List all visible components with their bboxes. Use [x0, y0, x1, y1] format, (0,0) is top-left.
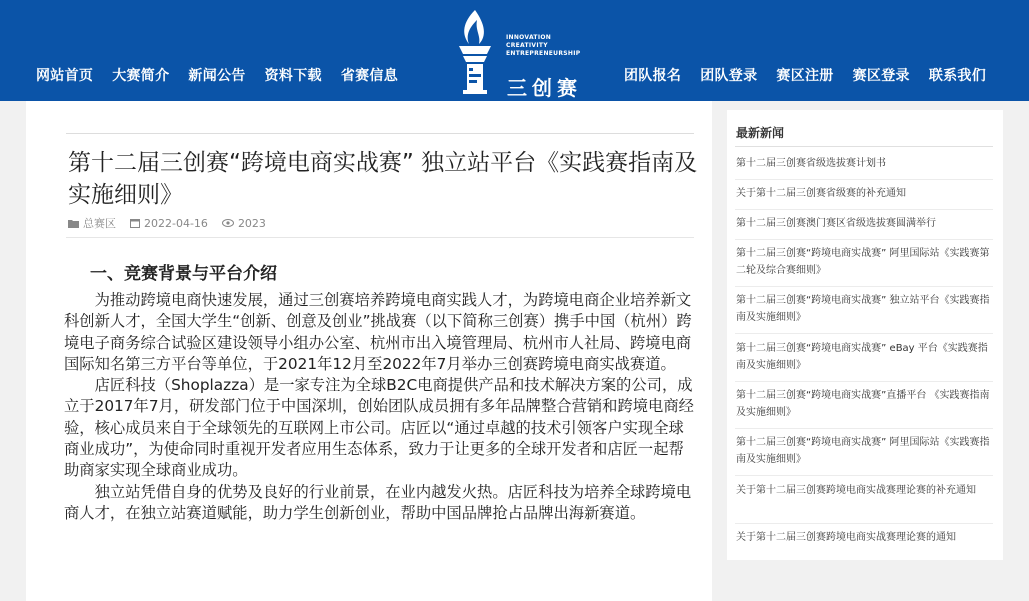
latest-news-sidebar: [727, 110, 1003, 560]
nav-team-login[interactable]: 团队登录: [700, 68, 758, 84]
logo-en-line: ENTREPRENEURSHIP: [506, 50, 581, 57]
news-item[interactable]: 关于第十二届三创赛省级赛的补充通知: [736, 188, 906, 199]
paragraph: 独立站凭借自身的优势及良好的行业前景，在业内越发火热。店匠科技为培养全球跨境电商人才，在独立站赛道赋能，助力学生创新创业，帮助中国品牌抢占品牌出海新赛道。: [64, 482, 692, 522]
main-nav-left: [36, 65, 417, 85]
news-item[interactable]: 第十二届三创赛澳门赛区省级选拔赛圆满举行: [736, 218, 936, 229]
calendar-icon: [130, 218, 140, 228]
nav-team-register[interactable]: 团队报名: [624, 68, 682, 84]
meta-views: [222, 217, 266, 230]
news-item[interactable]: 第十二届三创赛“跨境电商实战赛” 独立站平台《实践赛指南及实施细则》: [736, 295, 990, 323]
logo-en-line: CREATIVITY: [506, 42, 548, 49]
divider: [735, 286, 993, 287]
logo-chinese-text: 三创赛: [507, 76, 582, 100]
nav-news[interactable]: 新闻公告: [188, 68, 246, 84]
views-count: 2023: [237, 216, 266, 230]
article-panel: [26, 101, 712, 601]
eye-icon: [222, 219, 234, 227]
meta-date: [130, 217, 208, 230]
divider: [735, 333, 993, 334]
divider: [735, 475, 993, 476]
paragraph: 为推动跨境电商快速发展，通过三创赛培养跨境电商实践人才，为跨境电商企业培养新文科创新人才，全国大学生“创新、创意及创业”挑战赛（以下简称三创赛）携手中国（杭州）跨境电子商务综合试验区建设领导小组办公室、杭州市出入境管理局、杭州市人社局、跨境电商国际知名第三方平台等单位，于2021年12月至2022年7月举办三创赛跨境电商实战赛道。: [64, 291, 692, 373]
site-header: [0, 0, 1029, 101]
main-nav-right: [624, 65, 1005, 85]
divider: [735, 146, 993, 147]
nav-region-register[interactable]: 赛区注册: [776, 68, 834, 84]
divider: [735, 209, 993, 210]
divider: [735, 179, 993, 180]
news-item[interactable]: 第十二届三创赛“跨境电商实战赛” eBay 平台《实践赛指南及实施细则》: [736, 343, 988, 371]
news-item[interactable]: 关于第十二届三创赛跨境电商实战赛理论赛的通知: [736, 532, 956, 543]
paragraph: 店匠科技（Shoplazza）是一家专注为全球B2C电商提供产品和技术解决方案的公司，成立于2017年7月，研发部门位于中国深圳，创始团队成员拥有多年品牌整合营销和跨境电商经验，核心成员来自于全球领先的互联网上市公司。店匠以“通过卓越的技术引领客户实现全球商业成功”，为使命同时重视开发者应用生态体系，致力于让更多的全球开发者和店匠一起帮助商家实现全球商业成功。: [64, 376, 694, 480]
news-item[interactable]: 关于第十二届三创赛跨境电商实战赛理论赛的补充通知: [736, 485, 976, 496]
torch-logo-icon: [445, 8, 505, 96]
nav-contact[interactable]: 联系我们: [928, 68, 987, 84]
news-item[interactable]: 第十二届三创赛“跨境电商实战赛” 阿里国际站《实践赛指南及实施细则》: [736, 437, 990, 465]
logo-en-line: INNOVATION: [506, 34, 552, 41]
nav-provincial[interactable]: 省赛信息: [340, 68, 399, 84]
meta-category[interactable]: [68, 215, 116, 231]
divider: [66, 237, 694, 238]
article-title: 第十二届三创赛“跨境电商实战赛” 独立站平台《实践赛指南及实施细则》: [68, 150, 698, 208]
section-heading: 一、竞赛背景与平台介绍: [90, 264, 277, 284]
category-label: 总赛区: [83, 217, 116, 230]
divider: [735, 239, 993, 240]
site-logo[interactable]: [445, 8, 595, 98]
divider: [735, 381, 993, 382]
logo-english-text: [506, 34, 580, 58]
nav-region-login[interactable]: 赛区登录: [852, 68, 910, 84]
article-meta: [68, 215, 280, 231]
nav-downloads[interactable]: 资料下载: [264, 68, 322, 84]
nav-home[interactable]: 网站首页: [36, 68, 94, 84]
news-item[interactable]: 第十二届三创赛“跨境电商实战赛” 阿里国际站《实践赛第二轮及综合赛细则》: [736, 248, 990, 276]
news-item[interactable]: 第十二届三创赛省级选拔赛计划书: [736, 158, 886, 169]
divider: [735, 523, 993, 524]
sidebar-title: 最新新闻: [736, 126, 785, 140]
divider: [66, 133, 694, 134]
news-item[interactable]: 第十二届三创赛“跨境电商实战赛”直播平台 《实践赛指南及实施细则》: [736, 390, 990, 418]
nav-about[interactable]: 大赛简介: [112, 68, 170, 84]
divider: [735, 428, 993, 429]
folder-icon: [68, 219, 79, 228]
article-body: [64, 290, 696, 524]
date-label: 2022-04-16: [144, 216, 208, 230]
